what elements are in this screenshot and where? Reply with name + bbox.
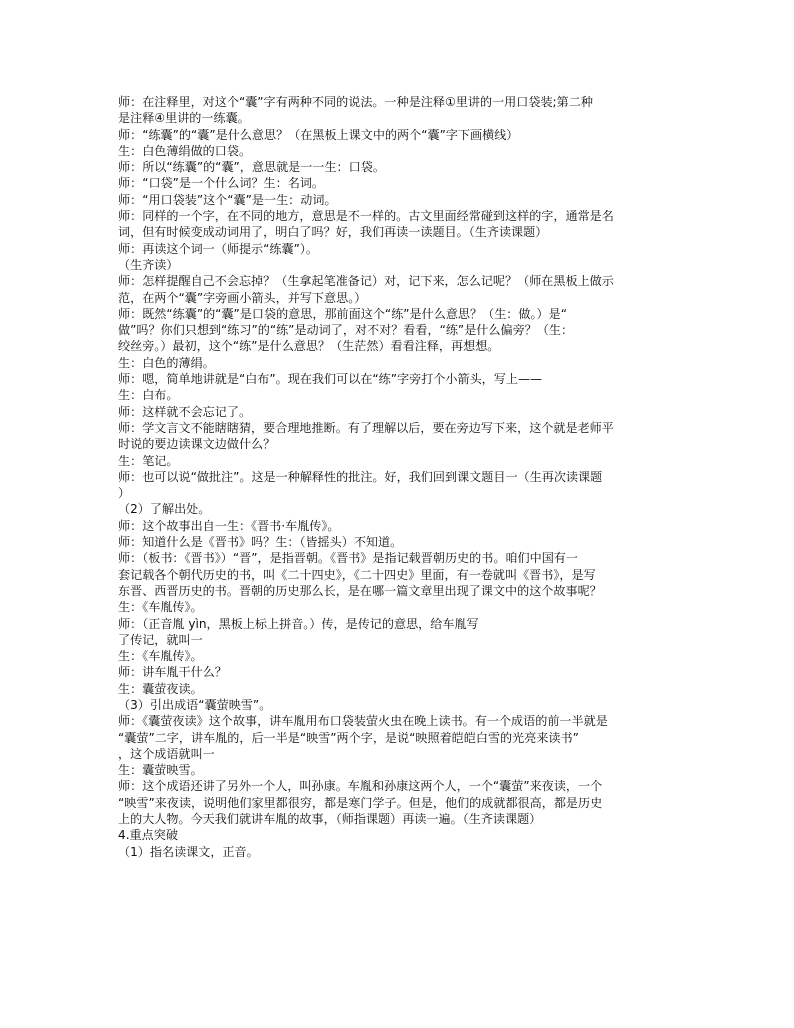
text-line: 时说的要边读课文边做什么？ — [118, 437, 276, 452]
text-line: 师：同样的一个字，在不同的地方，意思是不一样的。古文里面经常碰到这样的字，通常是名 — [118, 209, 614, 224]
text-line: 生：《车胤传》。 — [118, 600, 203, 615]
text-line: 了传记，就叫一 — [118, 632, 203, 647]
text-line: 师：（正音胤 yìn，黑板上标上拼音。）传，是传记的意思，给车胤写 — [118, 616, 479, 631]
text-line: “囊萤”二字，讲车胤的，后一半是“映雪”两个字，是说“映照着皑皑白雪的光亮来读书” — [118, 730, 579, 745]
text-line: ） — [118, 486, 131, 501]
text-line: （生齐读） — [118, 257, 179, 272]
text-line: 师：在注释里，对这个“囊”字有两种不同的说法。一种是注释①里讲的一用口袋装;第二种 — [118, 95, 593, 109]
text-line: 师：讲车胤干什么？ — [118, 665, 227, 680]
text-line: 师：“练囊”的“囊”是什么意思？（在黑板上课文中的两个“囊”字下画横线） — [118, 127, 519, 142]
text-line: 生：囊萤映雪。 — [118, 763, 203, 778]
text-line: “映雪”来夜读，说明他们家里都很穷，都是寒门学子。但是，他们的成就都很高，都是历史 — [118, 795, 603, 810]
text-line: 师：《囊萤夜读》这个故事，讲车胤用布口袋装萤火虫在晚上读书。有一个成语的前一半就是 — [118, 714, 608, 729]
text-line: 师：既然“练囊”的“囊”是口袋的意思，那前面这个“练”是什么意思？（生：做。）是“ — [118, 306, 567, 321]
section-heading: （3）引出成语“囊萤映雪”。 — [118, 697, 272, 712]
text-line: 是注释④里讲的一练囊。 — [118, 111, 250, 126]
text-line: 生：白色的薄绢。 — [118, 355, 215, 370]
section-heading: 4.重点突破 — [118, 828, 178, 843]
text-line: 生：《车胤传》。 — [118, 649, 203, 664]
text-line: 师：这个故事出自一生：《晋书·车胤传》。 — [118, 518, 340, 533]
text-line: 师：所以“练囊”的“囊”，意思就是一一生：口袋。 — [118, 160, 385, 175]
section-heading: （1）指名读课文，正音。 — [118, 844, 259, 859]
section-heading: （2）了解出处。 — [118, 502, 211, 517]
text-line: 绞丝旁。）最初，这个“练”是什么意思？（生茫然）看看注释，再想想。 — [118, 339, 500, 354]
text-line: 师：知道什么是《晋书》吗？生：（皆摇头）不知道。 — [118, 535, 403, 550]
text-line: 词，但有时候变成动词用了，明白了吗？好，我们再读一读题目。（生齐读课题） — [118, 225, 548, 240]
text-line: 师：也可以说“做批注”。这是一种解释性的批注。好，我们回到课文题目一（生再次读课题 — [118, 469, 603, 484]
text-line: 师：怎样提醒自己不会忘掉？（生拿起笔准备记）对，记下来，怎么记呢？（师在黑板上做示 — [118, 274, 614, 289]
text-line: 上的大人物。今天我们就讲车胤的故事，（师指课题）再读一遍。（生齐读课题） — [118, 812, 542, 827]
text-line: 生：囊萤夜读。 — [118, 681, 203, 696]
document-page — [118, 94, 679, 860]
text-line: ，这个成语就叫一 — [118, 746, 215, 761]
text-line: 师：这个成语还讲了另外一个人，叫孙康。车胤和孙康这两个人，一个“囊萤”来夜读，一个 — [118, 779, 603, 794]
text-line: 生：白色薄绢做的口袋。 — [118, 143, 252, 158]
text-line: 师：嗯，简单地讲就是“白布”。现在我们可以在“练”字旁打个小箭头，写上—— — [118, 372, 543, 387]
text-line: 师：“用口袋装”这个“囊”是一生：动词。 — [118, 192, 337, 207]
text-line: 范，在两个“囊”字旁画小箭头，并写下意思。） — [118, 290, 367, 305]
text-line: 师：这样就不会忘记了。 — [118, 404, 252, 419]
text-line: 师：（板书：《晋书》）“晋”，是指晋朝。《晋书》是指记载晋朝历史的书。咱们中国有一 — [118, 551, 578, 566]
text-line: 生：白布。 — [118, 388, 179, 403]
text-line: 东晋、西晋历史的书。晋朝的历史那么长，是在哪一篇文章里出现了课文中的这个故事呢？ — [118, 583, 602, 598]
text-line: 师：“口袋”是一个什么词？生：名词。 — [118, 176, 325, 191]
text-line: 做”吗？你们只想到“练习”的“练”是动词了，对不对？看看，“练”是什么偏旁？（生： — [118, 323, 574, 338]
text-line: 师：学文言文不能瞎瞎猜，要合理地推断。有了理解以后，要在旁边写下来，这个就是老师平 — [118, 420, 614, 435]
text-line: 套记载各个朝代历史的书，叫《二十四史》，《二十四史》里面，有一卷就叫《晋书》，是写 — [118, 567, 596, 582]
text-line: 生：笔记。 — [118, 453, 179, 468]
text-line: 师：再读这个词一（师提示“练囊”）。 — [118, 241, 318, 256]
